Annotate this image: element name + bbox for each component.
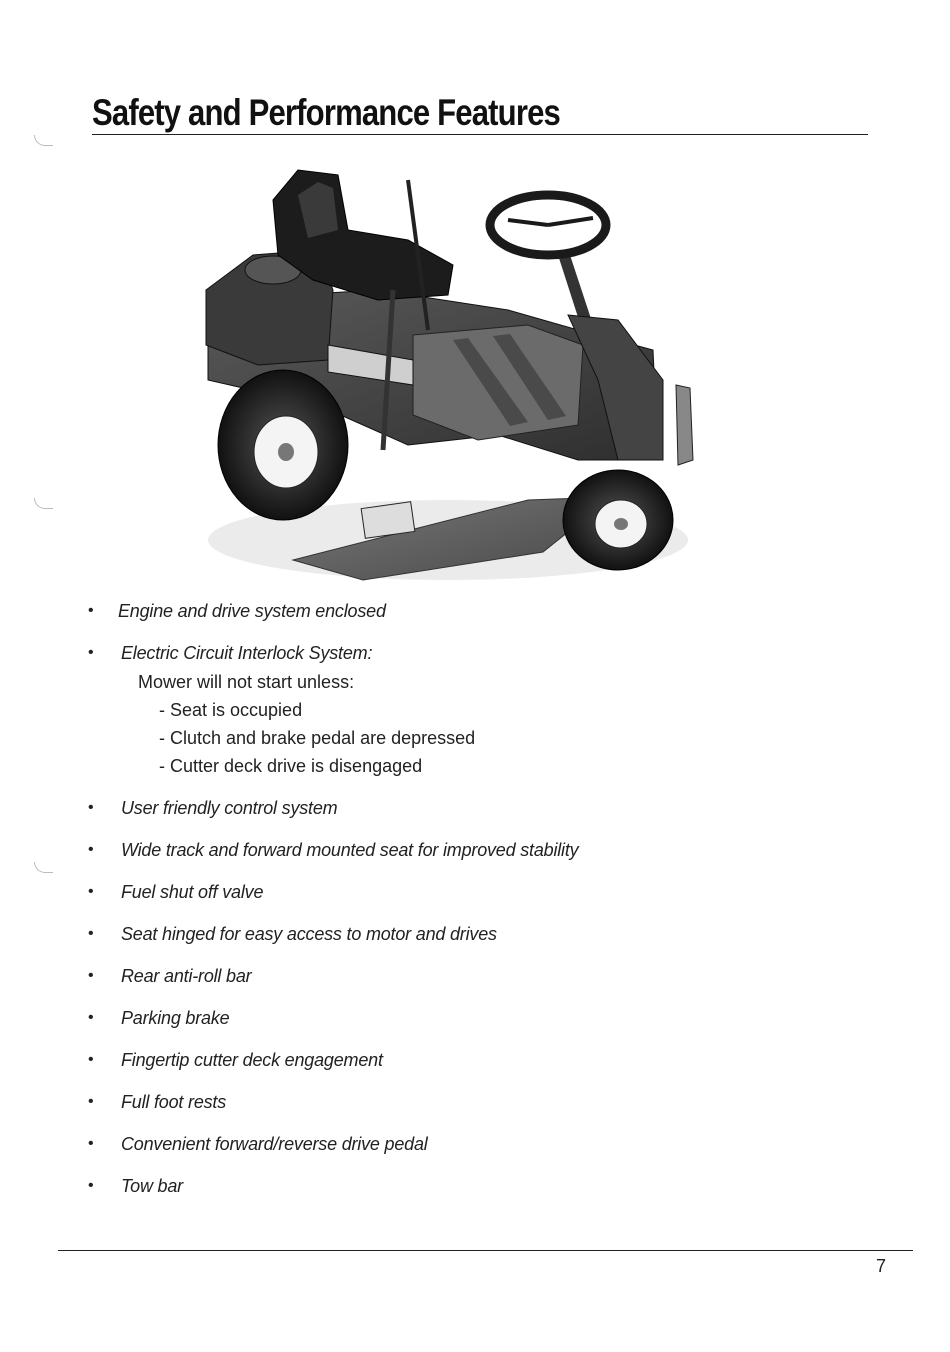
feature-item	[88, 879, 888, 905]
page-number: 7	[876, 1256, 887, 1276]
bullet: •	[88, 883, 94, 900]
feature-label: Fuel shut off valve	[121, 882, 264, 902]
feature-item	[88, 598, 888, 624]
scan-mark	[34, 498, 53, 509]
feature-item	[88, 921, 888, 947]
feature-item	[88, 837, 888, 863]
feature-label: Parking brake	[121, 1008, 230, 1028]
riding-mower-photo	[198, 160, 708, 585]
feature-label: User friendly control system	[121, 798, 338, 818]
interlock-condition: - Seat is occupied	[159, 700, 303, 720]
interlock-condition: - Clutch and brake pedal are depressed	[159, 728, 476, 748]
feature-item	[88, 1047, 888, 1073]
bullet: •	[88, 799, 94, 816]
feature-label: Seat hinged for easy access to motor and drives	[121, 924, 497, 944]
feature-item	[88, 963, 888, 989]
feature-item	[88, 640, 888, 666]
bullet: •	[88, 602, 94, 619]
feature-label: Full foot rests	[121, 1092, 227, 1112]
title-underline	[92, 134, 868, 135]
interlock-intro: Mower will not start unless:	[138, 672, 355, 692]
feature-item	[88, 1131, 888, 1157]
feature-item	[88, 1173, 888, 1199]
feature-label: Fingertip cutter deck engagement	[121, 1050, 383, 1070]
bullet: •	[88, 925, 94, 942]
bullet: •	[88, 967, 94, 984]
page-title: Safety and Performance Features	[92, 92, 560, 133]
bullet: •	[88, 644, 94, 661]
scan-mark	[34, 862, 53, 873]
feature-label: Wide track and forward mounted seat for improved stability	[121, 840, 579, 860]
feature-item	[88, 795, 888, 821]
scan-mark	[34, 135, 53, 146]
bullet: •	[88, 1135, 94, 1152]
bullet: •	[88, 1051, 94, 1068]
feature-label: Rear anti-roll bar	[121, 966, 252, 986]
feature-label: Tow bar	[121, 1176, 183, 1196]
feature-item	[88, 1089, 888, 1115]
feature-label: Convenient forward/reverse drive pedal	[121, 1134, 428, 1154]
footer-rule	[58, 1250, 913, 1251]
bullet: •	[88, 1177, 94, 1194]
feature-label: Engine and drive system enclosed	[118, 601, 386, 621]
feature-label: Electric Circuit Interlock System:	[121, 643, 373, 663]
feature-item	[88, 1005, 888, 1031]
bullet: •	[88, 1093, 94, 1110]
bullet: •	[88, 841, 94, 858]
interlock-condition: - Cutter deck drive is disengaged	[159, 756, 423, 776]
bullet: •	[88, 1009, 94, 1026]
